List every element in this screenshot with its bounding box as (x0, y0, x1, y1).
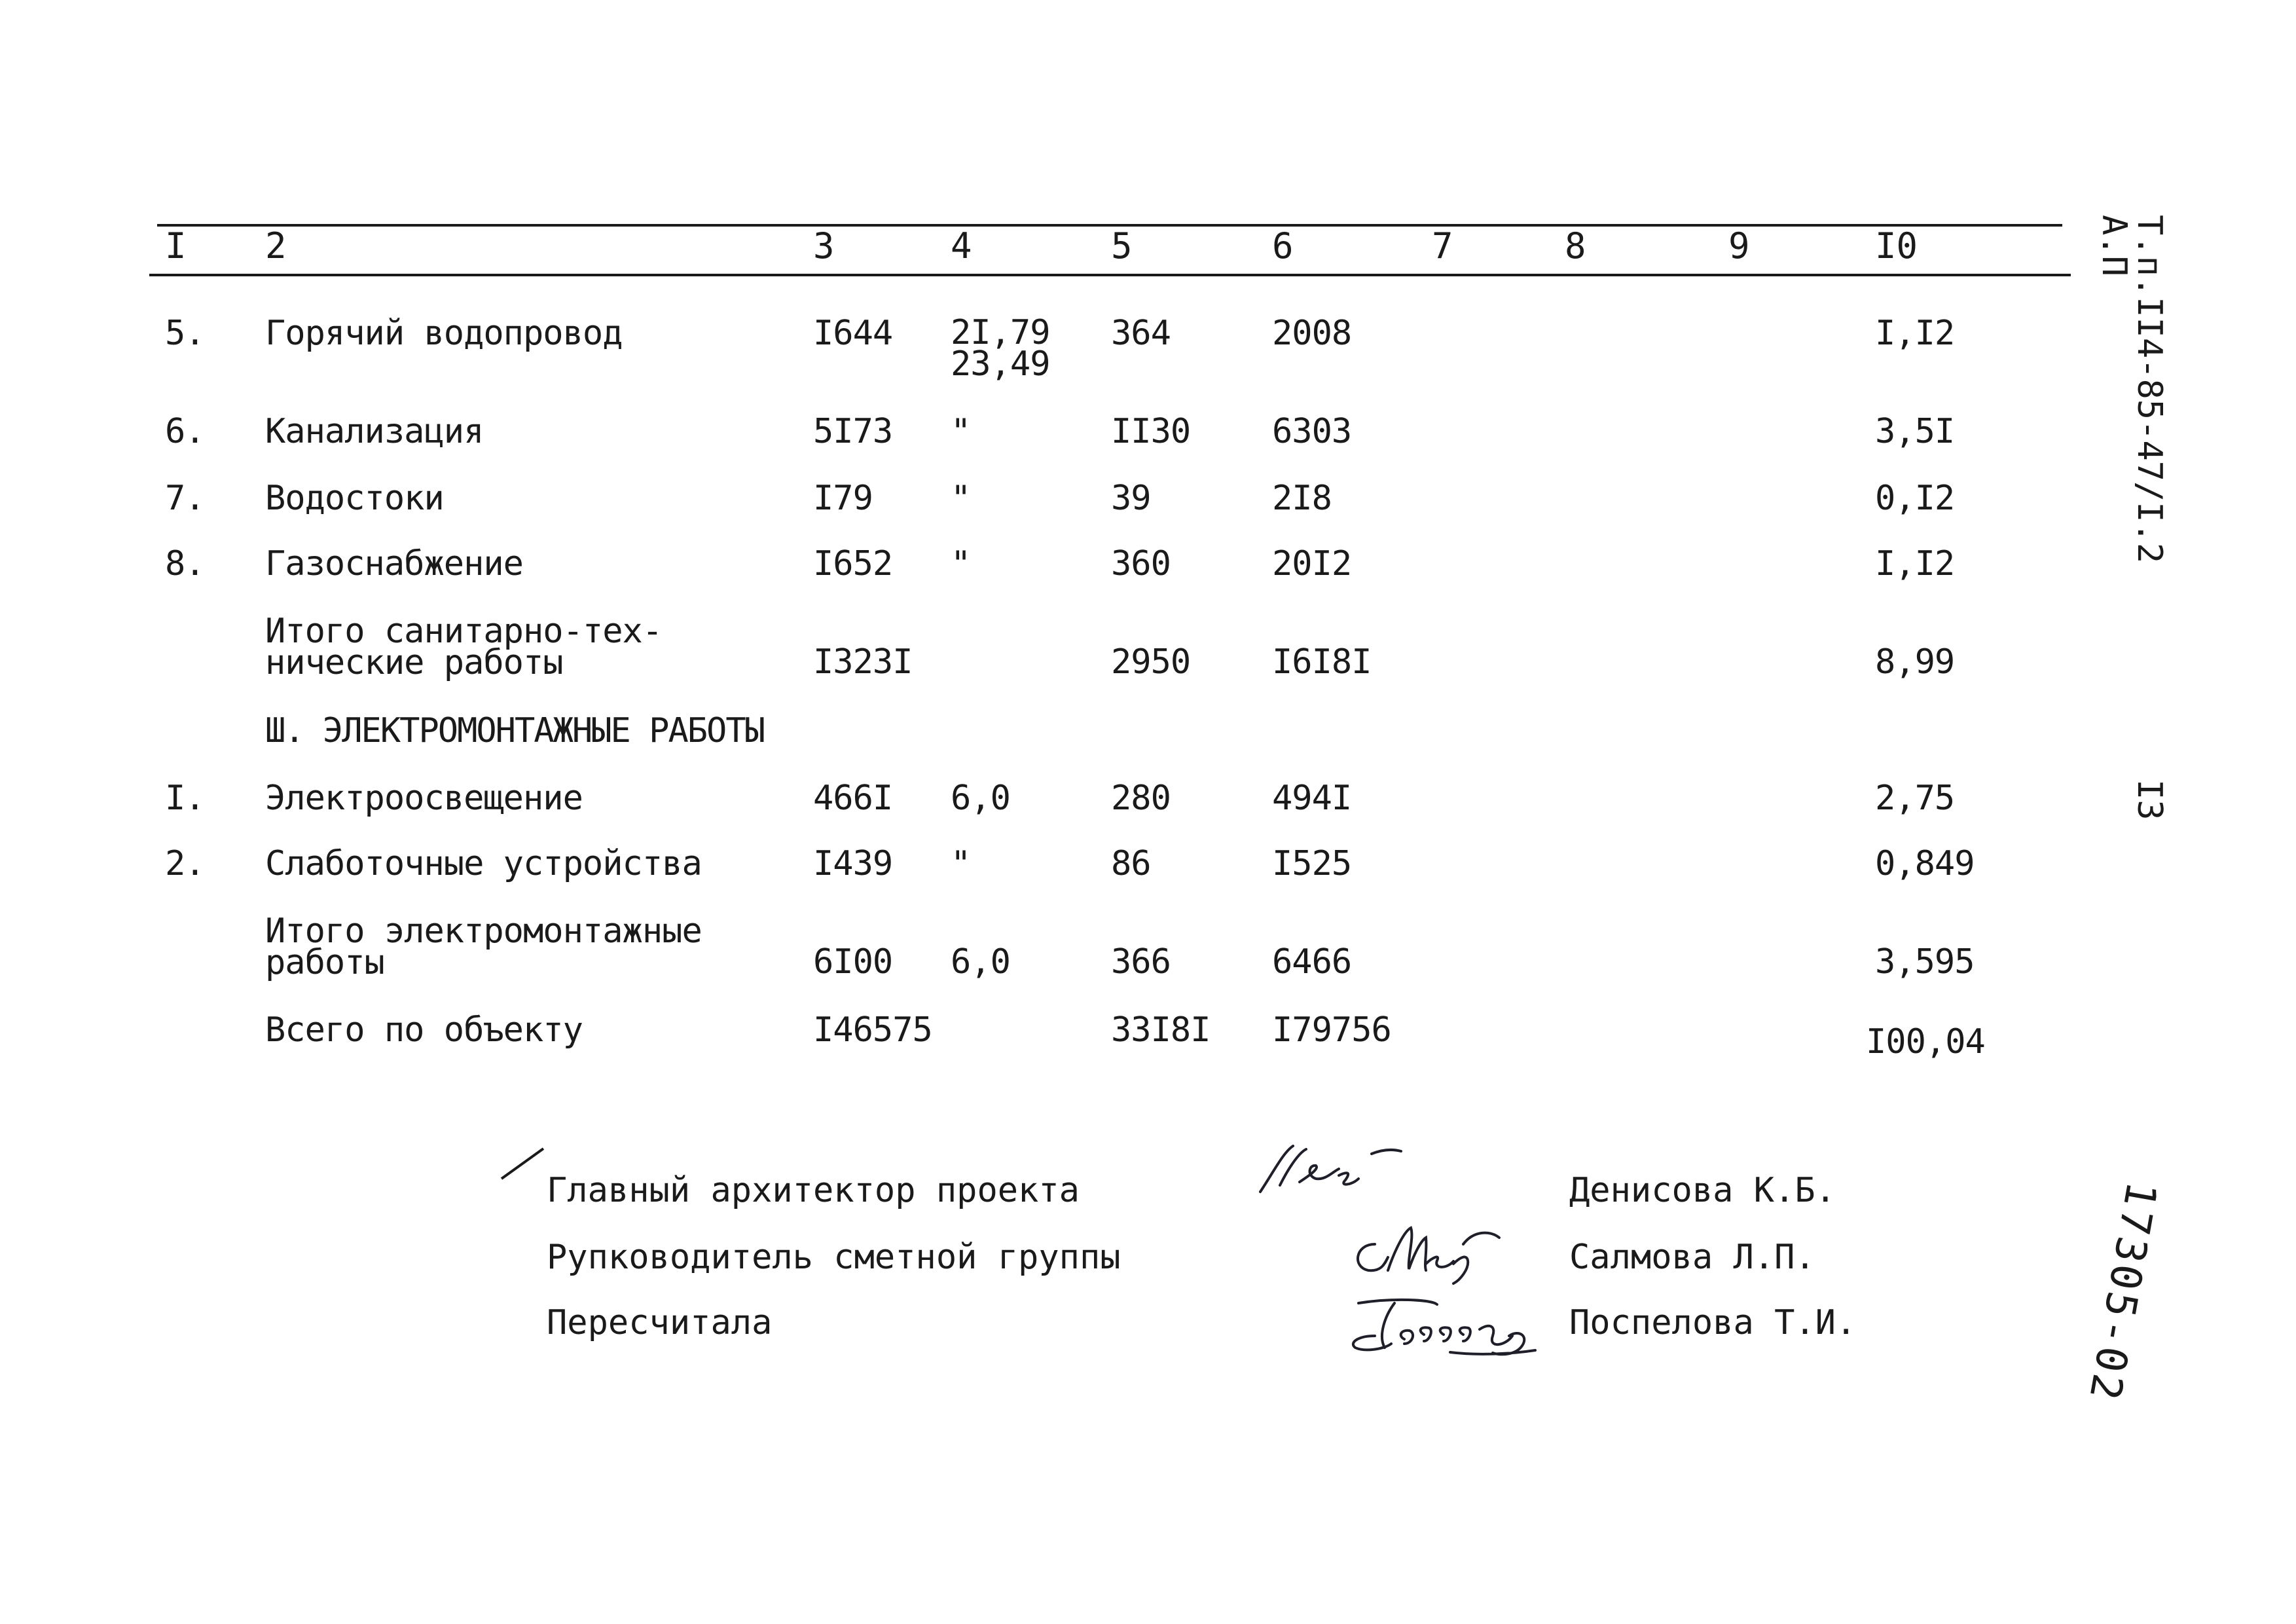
cell-col5: II30 (1111, 412, 1191, 451)
cell-col10: I,I2 (1875, 544, 1955, 583)
cell-col3: I652 (813, 544, 893, 583)
cell-col3: 6I00 (813, 942, 893, 982)
cell-col5: 86 (1111, 844, 1151, 883)
cell-col6: 2I8 (1272, 479, 1332, 518)
column-header-7: 7 (1432, 225, 1453, 267)
cell-col5: 280 (1111, 779, 1171, 818)
cell-col5: 364 (1111, 314, 1171, 353)
cell-col10: 0,849 (1875, 844, 1975, 883)
signatory-name: Денисова К.Б. (1569, 1171, 1836, 1210)
cell-col5: 2950 (1111, 642, 1191, 682)
cell-col3: I323I (813, 642, 913, 682)
handwritten-signature (1339, 1290, 1561, 1362)
row-number: 6. (165, 412, 205, 451)
cell-col6: I525 (1272, 844, 1352, 883)
column-header-8: 8 (1565, 225, 1586, 267)
cell-col3: I439 (813, 844, 893, 883)
cell-col3: 5I73 (813, 412, 893, 451)
table-top-rule (157, 224, 2062, 227)
document-code: Т.п.II4-85-47/I.2 А.П (2094, 215, 2169, 564)
cell-col4: 2I,79 23,49 (951, 313, 1050, 384)
column-header-5: 5 (1111, 225, 1133, 267)
table-header-rule (149, 274, 2071, 276)
row-name: Горячий водопровод (265, 314, 623, 353)
cell-col5: 39 (1111, 479, 1151, 518)
signature-role: Пересчитала (547, 1303, 773, 1342)
column-header-1: I (165, 225, 187, 267)
cell-col5: 33I8I (1111, 1010, 1211, 1050)
archive-number: 17305-02 (2079, 1177, 2166, 1406)
section-title: Ш. ЭЛЕКТРОМОНТАЖНЫЕ РАБОТЫ (265, 711, 764, 750)
signature-role: Рупководитель сметной группы (547, 1238, 1121, 1277)
page-number: I3 (2130, 779, 2169, 821)
row-name: Итого санитарно-тех- нические работы (265, 612, 663, 682)
column-header-6: 6 (1272, 225, 1294, 267)
cell-col4: " (951, 544, 971, 583)
row-name: Газоснабжение (265, 544, 523, 583)
cell-col6: I79756 (1272, 1010, 1391, 1050)
cell-col6: 2008 (1272, 314, 1352, 353)
row-name: Всего по объекту (265, 1010, 583, 1050)
cell-col10: 3,595 (1875, 942, 1975, 982)
handwritten-signature (1254, 1139, 1411, 1198)
column-header-3: 3 (813, 225, 835, 267)
row-number: 7. (165, 479, 205, 518)
cell-col3: I644 (813, 314, 893, 353)
column-header-9: 9 (1728, 225, 1750, 267)
cell-col6: 20I2 (1272, 544, 1352, 583)
margin-tick-mark (498, 1145, 550, 1184)
cell-col10: 8,99 (1875, 642, 1955, 682)
row-number: I. (165, 779, 205, 818)
row-number: 5. (165, 314, 205, 353)
cell-col4: 6,0 (951, 779, 1010, 818)
cell-col4: " (951, 844, 971, 883)
row-number: 8. (165, 544, 205, 583)
row-name: Итого электромонтажные работы (265, 912, 702, 982)
column-header-2: 2 (265, 225, 287, 267)
cell-col4: " (951, 412, 971, 451)
cell-col10: I,I2 (1875, 314, 1955, 353)
cell-col5: 360 (1111, 544, 1171, 583)
cell-col10: 3,5I (1875, 412, 1955, 451)
row-number: 2. (165, 844, 205, 883)
row-name: Водостоки (265, 479, 444, 518)
cell-col10: 2,75 (1875, 779, 1955, 818)
cell-col3: 466I (813, 779, 893, 818)
signatory-name: Поспелова Т.И. (1569, 1303, 1857, 1342)
column-header-4: 4 (951, 225, 972, 267)
cell-col3: I46575 (813, 1010, 932, 1050)
handwritten-signature (1349, 1218, 1519, 1290)
cell-col6: I6I8I (1272, 642, 1372, 682)
cell-col6: 6303 (1272, 412, 1352, 451)
cell-col3: I79 (813, 479, 873, 518)
cell-col4: 6,0 (951, 942, 1010, 982)
row-name: Электроосвещение (265, 779, 583, 818)
cell-col6: 494I (1272, 779, 1352, 818)
row-name: Слаботочные устройства (265, 844, 702, 883)
column-header-10: I0 (1875, 225, 1918, 267)
cell-col6: 6466 (1272, 942, 1352, 982)
cell-col5: 366 (1111, 942, 1171, 982)
signature-role: Главный архитектор проекта (547, 1171, 1080, 1210)
cell-col10: 0,I2 (1875, 479, 1955, 518)
cell-col10: I00,04 (1866, 1022, 1985, 1061)
row-name: Канализация (265, 412, 484, 451)
cell-col4: " (951, 479, 971, 518)
signatory-name: Салмова Л.П. (1569, 1238, 1815, 1277)
